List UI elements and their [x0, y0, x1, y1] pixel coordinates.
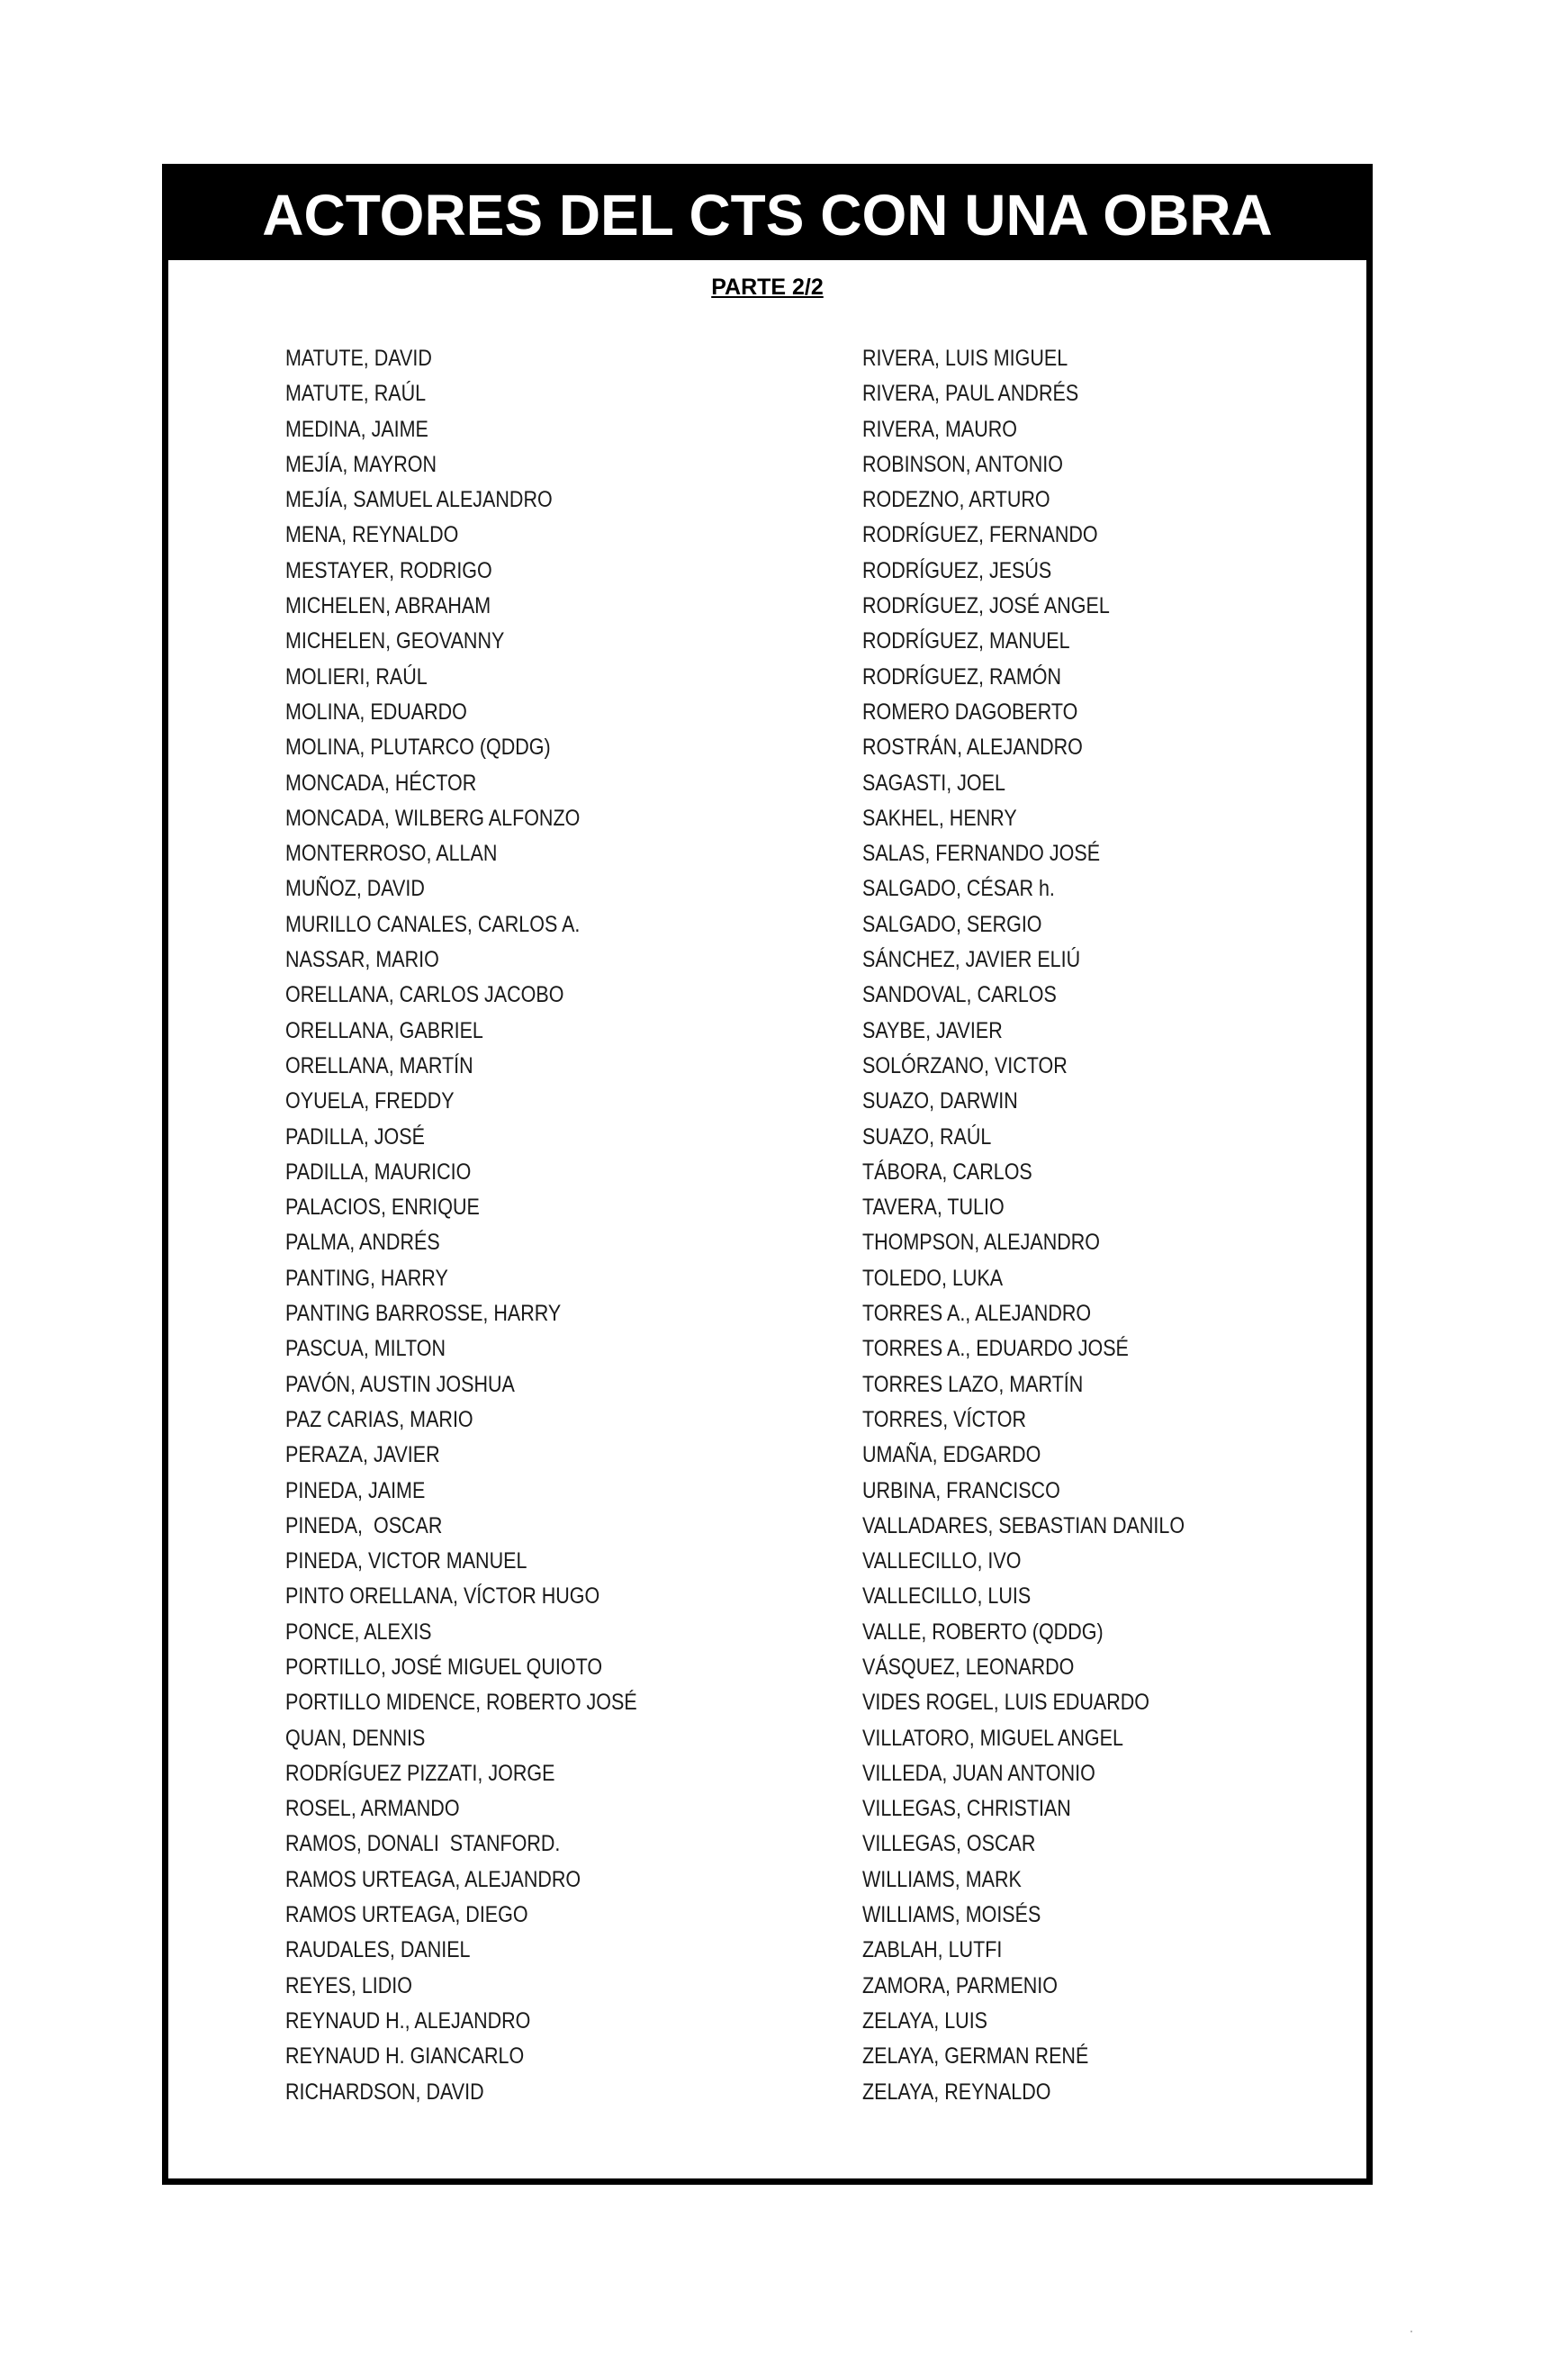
name-entry: QUAN, DENNIS: [285, 1725, 426, 1751]
name-entry: ORELLANA, MARTÍN: [285, 1052, 473, 1078]
page-subtitle: PARTE 2/2: [711, 275, 824, 300]
name-entry: MEDINA, JAIME: [285, 416, 428, 442]
name-entry: VALLECILLO, IVO: [862, 1548, 1022, 1574]
document-frame: [162, 164, 1373, 2185]
name-entry: RAMOS URTEAGA, DIEGO: [285, 1902, 528, 1928]
name-entry: URBINA, FRANCISCO: [862, 1477, 1060, 1503]
name-entry: NASSAR, MARIO: [285, 947, 439, 973]
name-entry: VILLEGAS, CHRISTIAN: [862, 1796, 1071, 1822]
name-entry: SAYBE, JAVIER: [862, 1017, 1003, 1043]
name-entry: RIVERA, LUIS MIGUEL: [862, 346, 1068, 371]
name-entry: RAMOS URTEAGA, ALEJANDRO: [285, 1866, 581, 1892]
name-entry: MENA, REYNALDO: [285, 522, 459, 548]
name-entry: MESTAYER, RODRIGO: [285, 557, 492, 583]
name-entry: TÁBORA, CARLOS: [862, 1159, 1032, 1185]
name-entry: RODRÍGUEZ, JOSÉ ANGEL: [862, 593, 1110, 619]
page-title: ACTORES DEL CTS CON UNA OBRA: [168, 170, 1366, 260]
name-entry: PASCUA, MILTON: [285, 1336, 446, 1362]
name-entry: PAVÓN, AUSTIN JOSHUA: [285, 1371, 515, 1397]
name-entry: MOLINA, EDUARDO: [285, 699, 467, 725]
name-entry: ROMERO DAGOBERTO: [862, 699, 1078, 725]
name-entry: TOLEDO, LUKA: [862, 1265, 1004, 1291]
name-entry: PINEDA, OSCAR: [285, 1512, 443, 1538]
name-entry: MONCADA, WILBERG ALFONZO: [285, 805, 581, 831]
name-entry: MICHELEN, ABRAHAM: [285, 593, 491, 619]
name-entry: PINEDA, VICTOR MANUEL: [285, 1548, 527, 1574]
name-entry: SUAZO, DARWIN: [862, 1088, 1018, 1114]
name-entry: REYES, LIDIO: [285, 1972, 412, 1998]
name-entry: MOLINA, PLUTARCO (QDDG): [285, 735, 551, 761]
name-entry: RICHARDSON, DAVID: [285, 2079, 484, 2105]
name-entry: RODRÍGUEZ, MANUEL: [862, 628, 1070, 654]
name-entry: RAUDALES, DANIEL: [285, 1937, 471, 1963]
name-entry: VALLECILLO, LUIS: [862, 1583, 1032, 1610]
name-entry: RODRÍGUEZ, RAMÓN: [862, 663, 1061, 690]
name-entry: PANTING, HARRY: [285, 1265, 448, 1291]
name-entry: SALGADO, CÉSAR h.: [862, 876, 1055, 902]
name-entry: RIVERA, MAURO: [862, 416, 1018, 442]
name-entry: TAVERA, TULIO: [862, 1195, 1005, 1221]
name-entry: MICHELEN, GEOVANNY: [285, 628, 505, 654]
name-entry: PORTILLO MIDENCE, ROBERTO JOSÉ: [285, 1690, 637, 1716]
name-entry: MATUTE, RAÚL: [285, 381, 427, 407]
name-entry: PONCE, ALEXIS: [285, 1619, 432, 1645]
name-entry: RIVERA, PAUL ANDRÉS: [862, 381, 1079, 407]
name-entry: PAZ CARIAS, MARIO: [285, 1406, 473, 1432]
name-entry: MONCADA, HÉCTOR: [285, 770, 477, 796]
name-entry: WILLIAMS, MARK: [862, 1866, 1022, 1892]
name-entry: RODRÍGUEZ PIZZATI, JORGE: [285, 1760, 555, 1786]
name-entry: WILLIAMS, MOISÉS: [862, 1902, 1041, 1928]
name-entry: ZAMORA, PARMENIO: [862, 1972, 1059, 1998]
name-entry: TORRES A., EDUARDO JOSÉ: [862, 1336, 1129, 1362]
name-entry: ZABLAH, LUTFI: [862, 1937, 1003, 1963]
name-entry: RAMOS, DONALI STANFORD.: [285, 1831, 561, 1857]
right-name-column: [862, 341, 1185, 2110]
name-entry: PANTING BARROSSE, HARRY: [285, 1301, 562, 1327]
name-entry: THOMPSON, ALEJANDRO: [862, 1230, 1101, 1256]
name-entry: PADILLA, MAURICIO: [285, 1159, 472, 1185]
name-entry: RODRÍGUEZ, FERNANDO: [862, 522, 1098, 548]
name-entry: VALLADARES, SEBASTIAN DANILO: [862, 1512, 1185, 1538]
name-entry: OYUELA, FREDDY: [285, 1088, 455, 1114]
name-entry: PERAZA, JAVIER: [285, 1442, 440, 1468]
name-entry: REYNAUD H. GIANCARLO: [285, 2043, 525, 2070]
name-entry: RODRÍGUEZ, JESÚS: [862, 557, 1052, 583]
name-entry: ROBINSON, ANTONIO: [862, 451, 1064, 477]
name-entry: MUÑOZ, DAVID: [285, 876, 425, 902]
name-entry: VÁSQUEZ, LEONARDO: [862, 1654, 1075, 1680]
name-entry: UMAÑA, EDGARDO: [862, 1442, 1041, 1468]
name-entry: PADILLA, JOSÉ: [285, 1123, 425, 1150]
name-entry: ROSTRÁN, ALEJANDRO: [862, 735, 1083, 761]
name-entry: MEJÍA, SAMUEL ALEJANDRO: [285, 487, 553, 513]
name-entry: PALMA, ANDRÉS: [285, 1230, 440, 1256]
stray-mark: [1410, 2331, 1412, 2332]
name-entry: ZELAYA, GERMAN RENÉ: [862, 2043, 1089, 2070]
name-entry: TORRES LAZO, MARTÍN: [862, 1371, 1084, 1397]
name-entry: ROSEL, ARMANDO: [285, 1796, 460, 1822]
name-entry: MOLIERI, RAÚL: [285, 663, 428, 690]
name-entry: SOLÓRZANO, VICTOR: [862, 1052, 1068, 1078]
name-entry: SANDOVAL, CARLOS: [862, 982, 1057, 1008]
name-entry: ZELAYA, REYNALDO: [862, 2079, 1051, 2105]
name-entry: PINEDA, JAIME: [285, 1477, 426, 1503]
left-name-column: [285, 341, 637, 2110]
name-entry: MONTERROSO, ALLAN: [285, 841, 498, 867]
name-entry: VILLEGAS, OSCAR: [862, 1831, 1036, 1857]
name-entry: REYNAUD H., ALEJANDRO: [285, 2007, 531, 2034]
name-entry: SUAZO, RAÚL: [862, 1123, 992, 1150]
name-entry: SAKHEL, HENRY: [862, 805, 1017, 831]
name-entry: VILLEDA, JUAN ANTONIO: [862, 1760, 1095, 1786]
name-entry: MEJÍA, MAYRON: [285, 451, 437, 477]
name-entry: RODEZNO, ARTURO: [862, 487, 1050, 513]
name-entry: PINTO ORELLANA, VÍCTOR HUGO: [285, 1583, 600, 1610]
name-entry: VALLE, ROBERTO (QDDG): [862, 1619, 1104, 1645]
name-entry: TORRES A., ALEJANDRO: [862, 1301, 1092, 1327]
name-entry: SALAS, FERNANDO JOSÉ: [862, 841, 1101, 867]
name-entry: SALGADO, SERGIO: [862, 911, 1042, 937]
name-entry: PORTILLO, JOSÉ MIGUEL QUIOTO: [285, 1654, 603, 1680]
name-entry: ORELLANA, CARLOS JACOBO: [285, 982, 564, 1008]
name-entry: TORRES, VÍCTOR: [862, 1406, 1026, 1432]
name-entry: VILLATORO, MIGUEL ANGEL: [862, 1725, 1123, 1751]
name-entry: ORELLANA, GABRIEL: [285, 1017, 483, 1043]
name-entry: PALACIOS, ENRIQUE: [285, 1195, 480, 1221]
name-entry: MURILLO CANALES, CARLOS A.: [285, 911, 581, 937]
name-entry: ZELAYA, LUIS: [862, 2007, 988, 2034]
name-entry: MATUTE, DAVID: [285, 346, 432, 371]
name-entry: SAGASTI, JOEL: [862, 770, 1005, 796]
name-entry: SÁNCHEZ, JAVIER ELIÚ: [862, 947, 1081, 973]
name-entry: VIDES ROGEL, LUIS EDUARDO: [862, 1690, 1150, 1716]
